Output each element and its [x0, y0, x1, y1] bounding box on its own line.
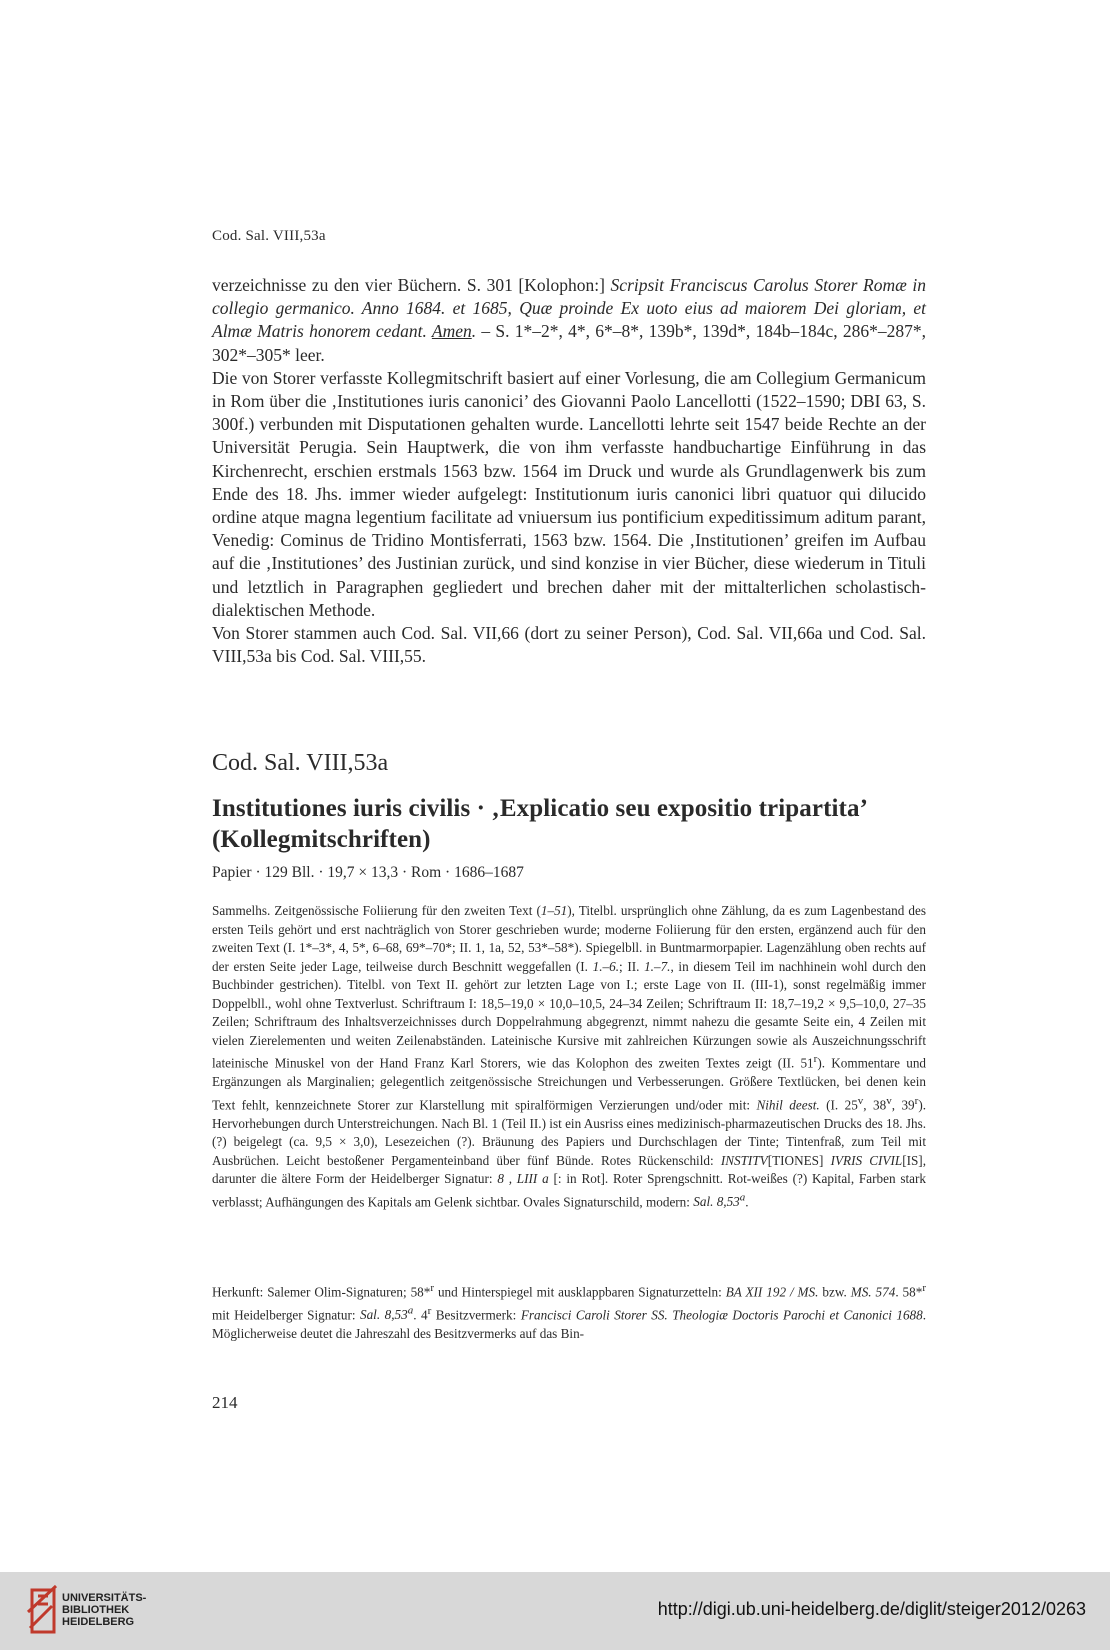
library-name-line-2: BIBLIOTHEK: [62, 1604, 130, 1616]
page-number: 214: [212, 1393, 238, 1412]
running-head: Cod. Sal. VIII,53a: [212, 228, 326, 244]
description-paragraph: Sammelhs. Zeitgenössische Foliierung für den zweiten Text (1–51), Titelbl. ursprünglich ohne Zählung, da es zum Lagenbestand des ersten Teils gehört und erst nachträglich von Storer geschrieben wurde; moderne Foliierung für den ersten, ergänzend auch für den zweiten Text (I. 1*–3*, 4, 5*, 6–68, 69*–70*; II. 1, 1a, 52, 53*–58*). Spiegelbll. in Buntmarmorpapier. Lagenzählung oben rechts auf der ersten Seite jeder Lage, teilweise durch Beschnitt weggefallen (I. 1.–6.; II. 1.–7., in diesem Teil im nachhinein wohl durch den Buchbinder gestrichen). Titelbl. von Text II. gehört zur letzten Lage von I.; erste Lage von II. (III-1), sonst regelmäßig immer Doppelbll., wohl ohne Textverlust. Schriftraum I: 18,5–19,0 × 10,0–10,5, 24–34 Zeilen; Schriftraum II: 18,7–19,2 × 9,5–10,0, 27–35 Zeilen; Schriftraum des Inhaltsverzeichnisses durch Doppelrahmung abgegrenzt, nimmt nahezu die gesamte Seite ein, 4 Zeilen mit vielen Zierelementen und weiten Zeilenabständen. Lateinische Kursive mit zahlreichen Kürzungen sowie als Auszeichnungsschrift lateinische Minuskel von der Hand Franz Karl Storers, wie das Kolophon des zweiten Textes zeigt (II. 51$^r$). Kommentare und Ergänzungen als Marginalien; gelegentlich zeitgenössische Streichungen und Verbesserungen. Größere Textlücken, bei denen kein Text fehlt, kennzeichnete Storer zur Klarstellung mit spiralförmigen Verzierungen und/oder mit: Nihil deest. (I. 25$^v$, 38$^v$, 39$^r$). Hervorhebungen durch Unterstreichungen. Nach Bl. 1 (Teil II.) ist ein Ausriss eines medizinisch-pharmazeutischen Drucks des 18. Jhs. (?) beigelegt (ca. 9,5 × 3,0), Lesezeichen (?). Bräunung des Papiers und Durchschlagen der Tinte; Tintenfraß, zum Teil mit Ausbrüchen. Leicht bestoßener Pergamenteinband über fünf Bünde. Rotes Rückenschild: INSTITV[TIONES] IVRIS CIVIL[IS], darunter die ältere Form der Heidelberger Signatur: 8 , LIII a [: in Rot]. Roter Sprengschnitt. Rot-weißes (?) Kapital, Farben stark verblasst; Aufhängungen des Kapitals am Gelenk sichtbar. Ovales Signaturschild, modern: Sal. 8,53$^a$.: [212, 903, 927, 1210]
library-name-line-3: HEIDELBERG: [62, 1616, 135, 1628]
provenance-paragraph: Herkunft: Salemer Olim-Signaturen; 58*$^r$ und Hinterspiegel mit ausklappbaren Signaturzetteln: BA XII 192 / MS. bzw. MS. 574. 58*$^r$ mit Heidelberger Signatur: Sal. 8,53$^a$. 4$^r$ Besitzvermerk: Francisci Caroli Storer SS. Theologiæ Doctoris Parochi et Canonici 1688. Möglicherweise deutet die Jahreszahl des Besitzvermerks auf das Bin-: [212, 1282, 927, 1341]
entry-meta: Papier · 129 Bll. · 19,7 × 13,3 · Rom · 1686–1687: [212, 864, 524, 881]
entry-title: Institutiones iuris civilis · ‚Explicatio seu expositio tripartita’ (Kollegmitschriften): [212, 795, 867, 853]
codicological-description: [212, 902, 926, 1212]
body-paragraph-1: Die von Storer verfasste Kollegmitschrift basiert auf einer Vorlesung, die am Collegium Germanicum in Rom über die ‚Institutiones iuris canonici’ des Giovanni Paolo Lancellotti (1522–1590; DBI 63, S. 300f.) verbunden mit Disputationen gehalten wurde. Lancellotti lehrte seit 1547 beide Rechte an der Universität Perugia. Sein Hauptwerk, die von ihm verfasste handbuchartige Einführung in das Kirchenrecht, erschien erstmals 1563 bzw. 1564 im Druck und wurde als Grundlagenwerk bis zum Ende des 18. Jhs. immer wieder aufgelegt: Institutionum iuris canonici libri quatuor qui dilucido ordine atque magna legentium facilitate ad vniuersum ius pontificium expeditissimum aditum parant, Venedig: Cominus de Tridino Montisferrati, 1563 bzw. 1564. Die ‚Institutionen’ greifen im Aufbau auf die ‚Institutiones’ des Justinian zurück, und sind konzise in vier Bücher, diese wiederum in Tituli und letztlich in Paragraphen gegliedert und brechen daher mit der mittalterlichen scholastisch-dialektischen Methode.: [212, 367, 926, 620]
entry-heading: Cod. Sal. VIII,53a: [212, 750, 389, 776]
permalink-url[interactable]: http://digi.ub.uni-heidelberg.de/diglit/steiger2012/0263: [657, 1599, 1086, 1619]
provenance-section: [212, 1279, 926, 1343]
continuation-paragraph: verzeichnisse zu den vier Büchern. S. 301 [Kolophon:] Scripsit Franciscus Carolus Storer Romæ in collegio germanico. Anno 1684. et 1685, Quæ proinde Ex uoto eius ad maiorem Dei gloriam, et Almæ Matris honorem cedant. Amen. – S. 1*–2*, 4*, 6*–8*, 139b*, 139d*, 184b–184c, 286*–287*, 302*–305* leer.: [212, 275, 926, 365]
viewer-footer: [0, 1572, 1110, 1650]
library-name: [62, 1592, 146, 1628]
main-text-block: [212, 274, 926, 668]
library-name-line-1: UNIVERSITÄTS-: [62, 1592, 147, 1604]
body-paragraph-2: Von Storer stammen auch Cod. Sal. VII,66 (dort zu seiner Person), Cod. Sal. VII,66a und Cod. Sal. VIII,53a bis Cod. Sal. VIII,55.: [212, 623, 926, 667]
